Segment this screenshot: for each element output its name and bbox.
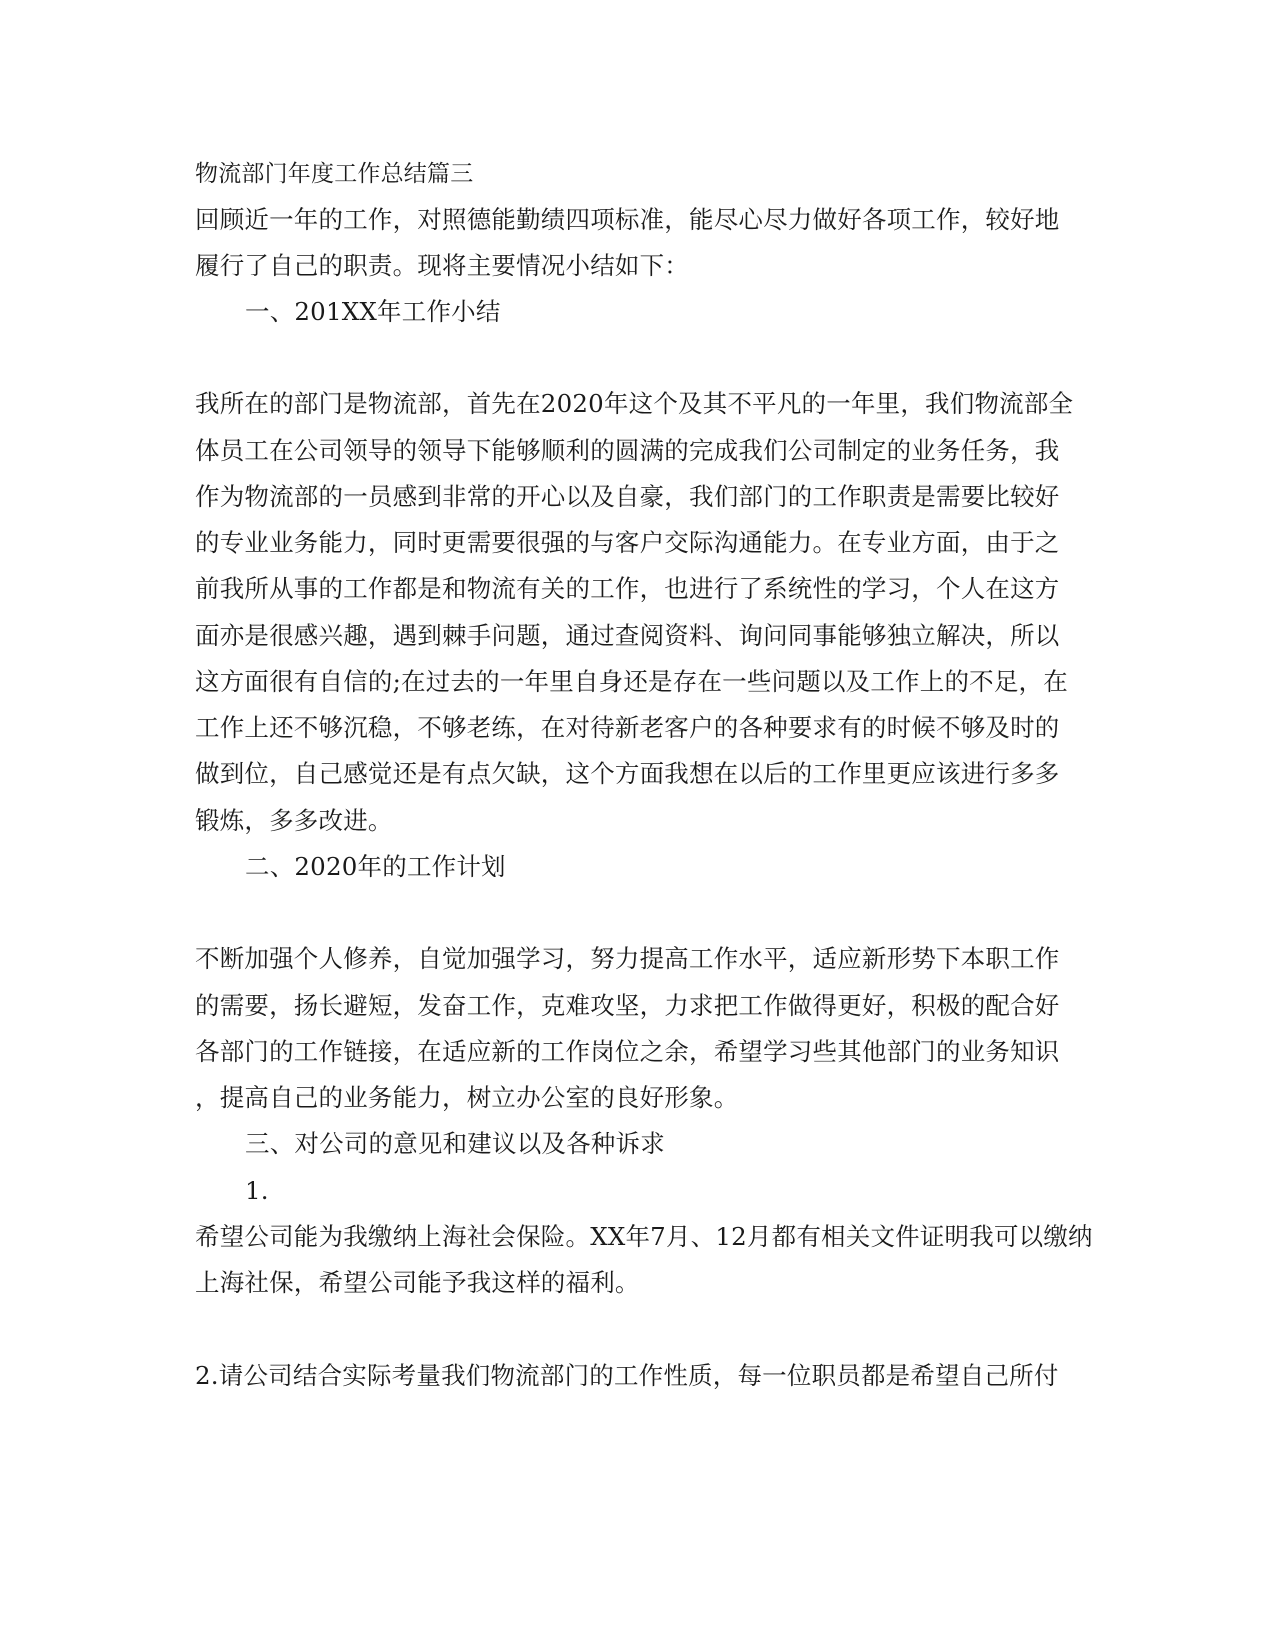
section3-heading: 三、对公司的意见和建议以及各种诉求 — [245, 1129, 665, 1158]
section2-line-1: 不断加强个人修养，自觉加强学习，努力提高工作水平，适应新形势下本职工作 — [195, 944, 1060, 973]
section1-line-2: 体员工在公司领导的领导下能够顺利的圆满的完成我们公司制定的业务任务，我 — [195, 436, 1060, 465]
section1-line-10: 锻炼，多多改进。 — [195, 806, 393, 835]
intro-line-1: 回顾近一年的工作，对照德能勤绩四项标准，能尽心尽力做好各项工作，较好地 — [195, 205, 1060, 234]
item1-line-2: 上海社保，希望公司能予我这样的福利。 — [195, 1268, 640, 1297]
section1-line-7: 这方面很有自信的;在过去的一年里自身还是存在一些问题以及工作上的不足，在 — [195, 667, 1068, 696]
section1-line-3: 作为物流部的一员感到非常的开心以及自豪，我们部门的工作职责是需要比较好 — [195, 482, 1060, 511]
intro-line-2: 履行了自己的职责。现将主要情况小结如下： — [195, 251, 689, 280]
item2-line-1: 2.请公司结合实际考量我们物流部门的工作性质，每一位职员都是希望自己所付 — [195, 1361, 1059, 1390]
document-title: 物流部门年度工作总结篇三 — [195, 161, 474, 187]
section1-heading: 一、201XX年工作小结 — [245, 297, 501, 326]
section1-line-6: 面亦是很感兴趣，遇到棘手问题，通过查阅资料、询问同事能够独立解决，所以 — [195, 621, 1060, 650]
section2-line-3: 各部门的工作链接，在适应新的工作岗位之余，希望学习些其他部门的业务知识 — [195, 1037, 1060, 1066]
section2-line-2: 的需要，扬长避短，发奋工作，克难攻坚，力求把工作做得更好，积极的配合好 — [195, 991, 1060, 1020]
section1-line-1: 我所在的部门是物流部，首先在2020年这个及其不平凡的一年里，我们物流部全 — [195, 389, 1074, 418]
item1-line-1: 希望公司能为我缴纳上海社会保险。XX年7月、12月都有相关文件证明我可以缴纳 — [195, 1222, 1093, 1251]
section1-line-5: 前我所从事的工作都是和物流有关的工作，也进行了系统性的学习，个人在这方 — [195, 574, 1060, 603]
item1-number: 1. — [245, 1176, 269, 1205]
section2-line-4: ，提高自己的业务能力，树立办公室的良好形象。 — [195, 1083, 739, 1112]
section1-line-8: 工作上还不够沉稳，不够老练，在对待新老客户的各种要求有的时候不够及时的 — [195, 713, 1060, 742]
section1-line-4: 的专业业务能力，同时更需要很强的与客户交际沟通能力。在专业方面，由于之 — [195, 528, 1060, 557]
section1-line-9: 做到位，自己感觉还是有点欠缺，这个方面我想在以后的工作里更应该进行多多 — [195, 759, 1060, 788]
section2-heading: 二、2020年的工作计划 — [245, 852, 506, 881]
